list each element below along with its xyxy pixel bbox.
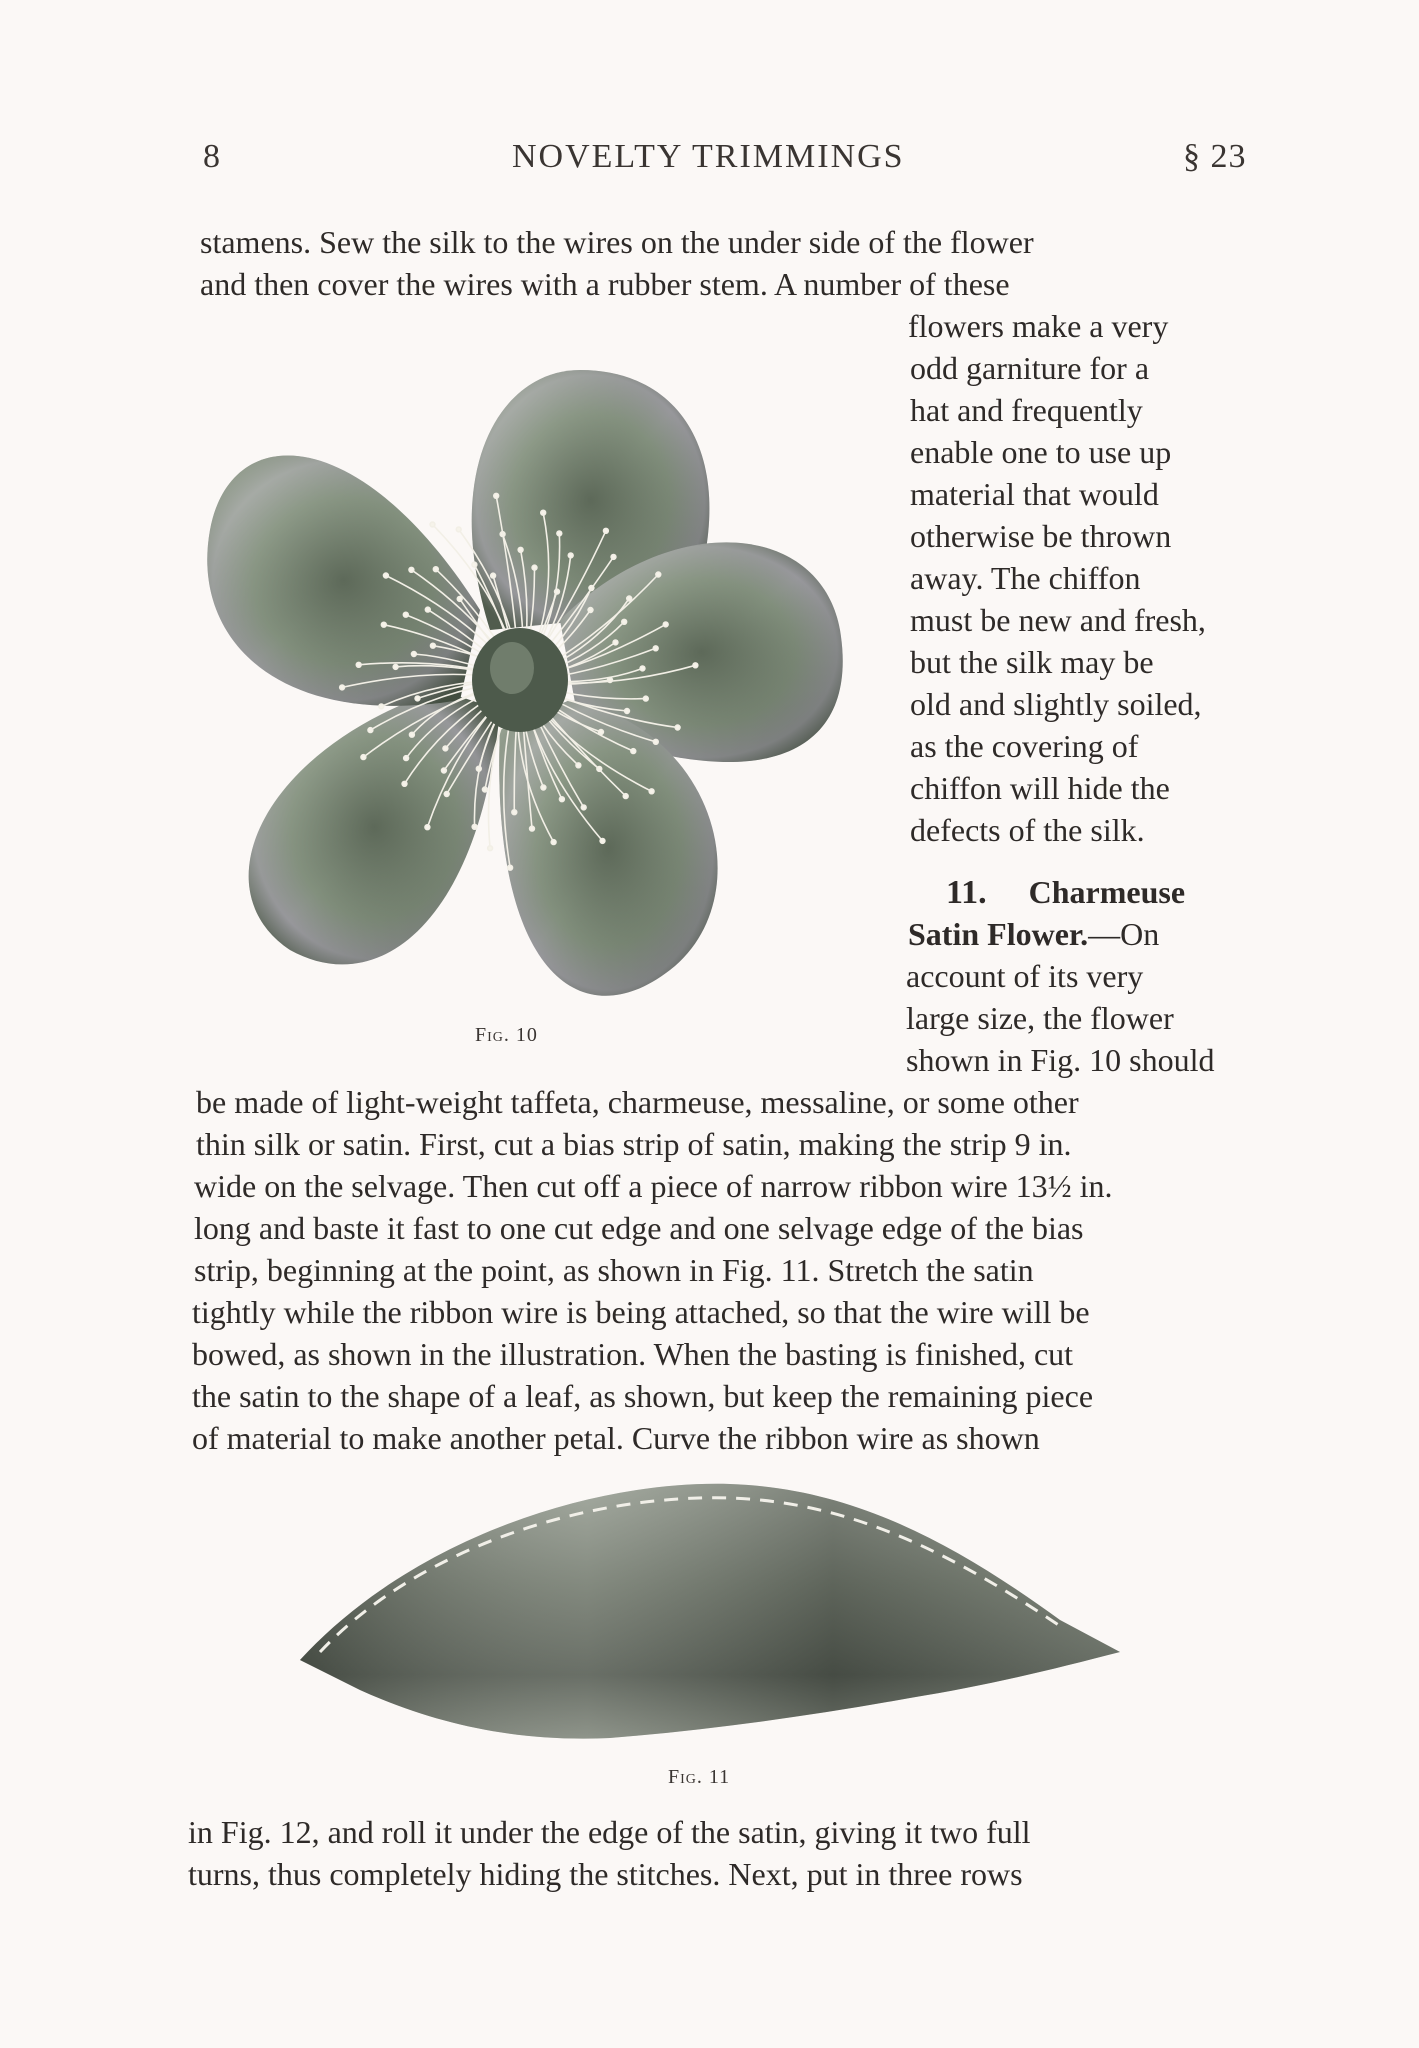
text-line: must be new and fresh, <box>910 602 1206 638</box>
text-line: away. The chiffon <box>910 560 1141 596</box>
text-line: long and baste it fast to one cut edge and one selvage edge of the bias <box>194 1210 1084 1246</box>
text-line: be made of light-weight taffeta, charmeuse, messaline, or some other <box>196 1084 1079 1120</box>
figure-caption: Fig. 11 <box>668 1766 731 1788</box>
text-line: old and slightly soiled, <box>910 686 1202 722</box>
petal <box>207 455 480 705</box>
text-line: wide on the selvage. Then cut off a piece of narrow ribbon wire 13½ in. <box>194 1168 1113 1204</box>
text-line: stamens. Sew the silk to the wires on the under side of the flower <box>200 224 1034 260</box>
text-line: the satin to the shape of a leaf, as shown, but keep the remaining piece <box>192 1378 1094 1414</box>
text-line: account of its very <box>906 958 1144 994</box>
text-line: shown in Fig. 10 should <box>906 1042 1215 1078</box>
section-number: § 23 <box>1183 138 1247 175</box>
text-line: enable one to use up <box>910 434 1172 470</box>
section-heading-number: 11. <box>946 874 987 911</box>
section-lead-text: —On <box>1088 916 1160 952</box>
text-line: and then cover the wires with a rubber stem. A number of these <box>200 266 1010 302</box>
flower-illustration <box>200 320 890 1020</box>
text-line: tightly while the ribbon wire is being attached, so that the wire will be <box>192 1294 1090 1330</box>
figure-caption: Fig. 10 <box>475 1024 538 1046</box>
text-line: defects of the silk. <box>910 812 1145 848</box>
text-line: but the silk may be <box>910 644 1154 680</box>
text-line: otherwise be thrown <box>910 518 1172 554</box>
text-line: strip, beginning at the point, as shown in Fig. 11. Stretch the satin <box>194 1252 1034 1288</box>
text-line: thin silk or satin. First, cut a bias strip of satin, making the strip 9 in. <box>196 1126 1072 1162</box>
page-number: 8 <box>203 138 221 175</box>
satin-leaf-illustration <box>290 1470 1130 1760</box>
text-line: large size, the flower <box>906 1000 1174 1036</box>
petal <box>249 690 500 964</box>
text-line: flowers make a very <box>908 308 1169 344</box>
text-line: bowed, as shown in the illustration. When the basting is finished, cut <box>192 1336 1074 1372</box>
section-heading-title: Satin Flower. <box>908 916 1089 952</box>
text-line: of material to make another petal. Curve the ribbon wire as shown <box>192 1420 1040 1456</box>
text-line: turns, thus completely hiding the stitches. Next, put in three rows <box>188 1856 1023 1892</box>
text-line: hat and frequently <box>910 392 1143 428</box>
section-heading-line <box>908 914 1159 954</box>
text-line: odd garniture for a <box>910 350 1150 386</box>
section-heading-title: Charmeuse <box>1028 874 1186 910</box>
text-line: material that would <box>910 476 1159 512</box>
section-heading <box>946 872 1185 913</box>
text-line: chiffon will hide the <box>910 770 1170 806</box>
running-title: NOVELTY TRIMMINGS <box>512 138 905 175</box>
text-line: in Fig. 12, and roll it under the edge of the satin, giving it two full <box>188 1814 1031 1850</box>
text-line: as the covering of <box>910 728 1139 764</box>
